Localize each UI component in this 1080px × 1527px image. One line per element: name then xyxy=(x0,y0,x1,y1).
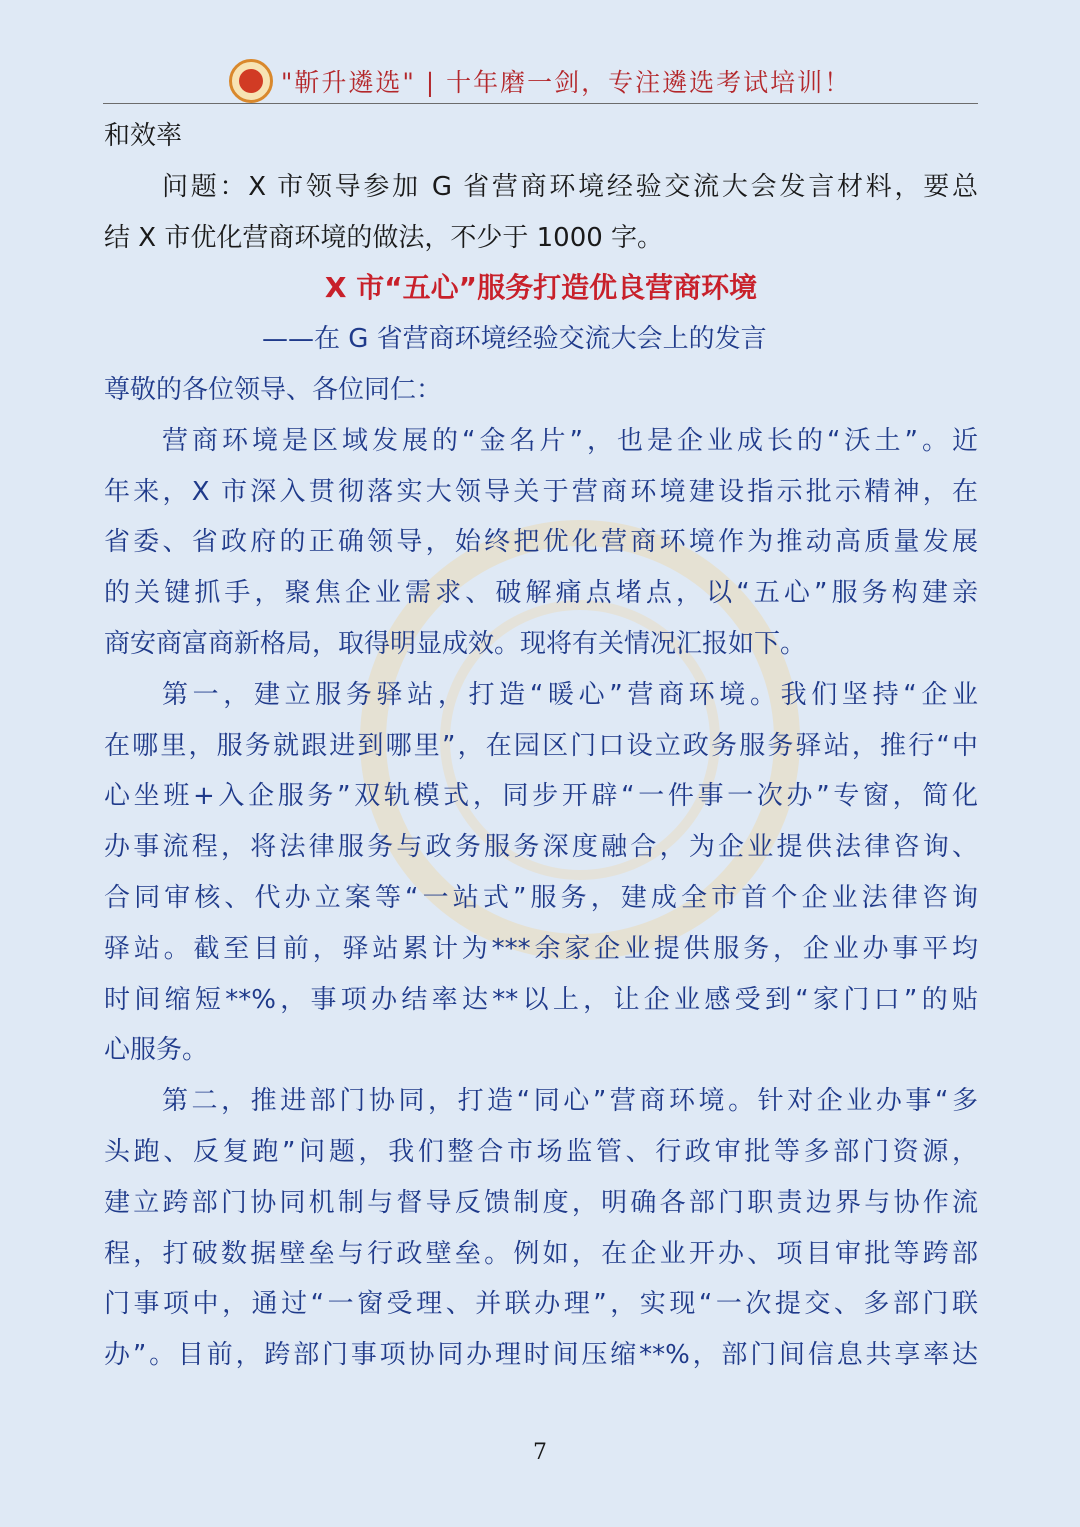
salutation: 尊敬的各位领导、各位同仁： xyxy=(104,374,443,405)
paragraph-line: 门事项中，通过“一窗受理、并联办理”，实现“一次提交、多部门联 xyxy=(104,1289,978,1320)
paragraph-line: 商安商富商新格局，取得明显成效。现将有关情况汇报如下。 xyxy=(104,628,807,659)
paragraph-line: 的关键抓手，聚焦企业需求、破解痛点堵点，以“五心”服务构建亲 xyxy=(104,578,978,609)
body-line: 和效率 xyxy=(104,121,183,151)
paragraph-line: 办事流程，将法律服务与政务服务深度融合，为企业提供法律咨询、 xyxy=(104,832,978,863)
paragraph-line: 营商环境是区域发展的“金名片”，也是企业成长的“沃土”。近 xyxy=(162,425,978,456)
paragraph-line: 第二，推进部门协同，打造“同心”营商环境。针对企业办事“多 xyxy=(162,1086,978,1117)
header-divider xyxy=(103,103,978,104)
paragraph-line: 心服务。 xyxy=(104,1035,209,1066)
page-header xyxy=(0,58,1080,104)
emblem-logo-icon xyxy=(229,59,273,103)
paragraph-line: 在哪里，服务就跟进到哪里”，在园区门口设立政务服务驿站，推行“中 xyxy=(104,730,978,761)
paragraph-line: 年来，X 市深入贯彻落实大领导关于营商环境建设指示批示精神，在 xyxy=(104,476,978,507)
paragraph-line: 合同审核、代办立案等“一站式”服务，建成全市首个企业法律咨询 xyxy=(104,882,978,913)
speech-subtitle: ——在 G 省营商环境经验交流大会上的发言 xyxy=(262,324,767,355)
paragraph-line: 建立跨部门协同机制与督导反馈制度，明确各部门职责边界与协作流 xyxy=(104,1187,978,1218)
logo-core xyxy=(239,69,263,93)
paragraph-line: 第一，建立服务驿站，打造“暖心”营商环境。我们坚持“企业 xyxy=(162,679,978,710)
page-number: 7 xyxy=(533,1440,547,1465)
question-line: 问题：X 市领导参加 G 省营商环境经验交流大会发言材料，要总 xyxy=(162,171,978,202)
paragraph-line: 头跑、反复跑”问题，我们整合市场监管、行政审批等多部门资源， xyxy=(104,1136,978,1167)
paragraph-line: 程，打破数据壁垒与行政壁垒。例如，在企业开办、项目审批等跨部 xyxy=(104,1238,978,1269)
paragraph-line: 时间缩短**%，事项办结率达**以上，让企业感受到“家门口”的贴 xyxy=(104,984,978,1015)
header-tagline: "靳升遴选" | 十年磨一剑，专注遴选考试培训！ xyxy=(280,68,852,97)
document-body xyxy=(104,111,978,1381)
paragraph-line: 驿站。截至目前，驿站累计为***余家企业提供服务，企业办事平均 xyxy=(104,933,978,964)
paragraph-line: 省委、省政府的正确领导，始终把优化营商环境作为推动高质量发展 xyxy=(104,527,978,558)
speech-title: X 市“五心”服务打造优良营商环境 xyxy=(324,271,758,305)
question-line: 结 X 市优化营商环境的做法，不少于 1000 字。 xyxy=(104,222,664,253)
paragraph-line: 办”。目前，跨部门事项协同办理时间压缩**%，部门间信息共享率达 xyxy=(104,1340,978,1371)
paragraph-line: 心坐班+入企服务”双轨模式，同步开辟“一件事一次办”专窗，简化 xyxy=(104,781,978,812)
